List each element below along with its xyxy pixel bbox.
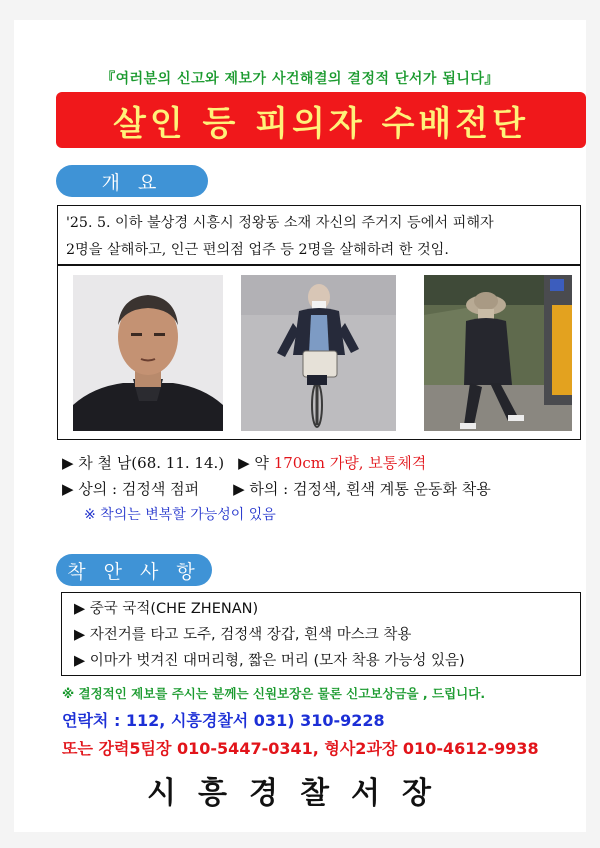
notice-label: 착 안 사 항 [56, 554, 212, 586]
suspect-portrait-photo [73, 275, 223, 431]
notice-box [61, 592, 581, 676]
contact-line-2: 또는 강력5팀장 010-5447-0341, 형사2과장 010-4612-9938 [62, 739, 539, 758]
notice-item: ▶ 중국 국적(CHE ZHENAN) [74, 601, 259, 617]
poster-title: 살인 등 피의자 수배전단 [113, 103, 529, 144]
suspect-bottom: ▶ 하의 : 검정색, 흰색 계통 운동화 착용 [233, 480, 491, 498]
suspect-build: 170cm 가량, 보통체격 [273, 454, 427, 472]
suspect-walking-cctv-photo [424, 275, 572, 431]
clothing-change-note: ※ 착의는 변복할 가능성이 있음 [84, 507, 276, 523]
contact-line-1: 연락처 : 112, 시흥경찰서 031) 310-9228 [62, 711, 385, 730]
suspect-top: ▶ 상의 : 검정색 점퍼 [62, 480, 200, 498]
police-chief-signature: 시흥경찰서장 [147, 776, 453, 811]
suspect-bicycle-cctv-photo [241, 275, 396, 431]
suspect-clothing-row [62, 478, 491, 499]
notice-item: ▶ 이마가 벗겨진 대머리형, 짧은 머리 (모자 착용 가능성 있음) [74, 653, 465, 669]
suspect-name: ▶ 차 철 남(68. 11. 14.) [62, 454, 225, 472]
photo-panel [57, 265, 581, 440]
suspect-name-row [62, 452, 426, 473]
suspect-build-prefix: ▶ 약 [238, 454, 274, 472]
title-banner [56, 92, 586, 148]
slogan: 『여러분의 신고와 제보가 사건해결의 결정적 단서가 됩니다』 [101, 71, 499, 87]
notice-item: ▶ 자전거를 타고 도주, 검정색 장갑, 흰색 마스크 착용 [74, 627, 412, 643]
overview-text-line1: '25. 5. 이하 불상경 시흥시 정왕동 소재 자신의 주거지 등에서 피해자 [66, 215, 494, 231]
overview-box [57, 205, 581, 265]
wanted-poster [14, 20, 586, 832]
overview-label: 개 요 [56, 165, 208, 197]
reward-notice: ※ 결정적인 제보를 주시는 분께는 신원보장은 물론 신고보상금을 , 드립니다. [62, 686, 486, 701]
overview-text-line2: 2명을 살해하고, 인근 편의점 업주 등 2명을 살해하려 한 것임. [66, 242, 449, 258]
